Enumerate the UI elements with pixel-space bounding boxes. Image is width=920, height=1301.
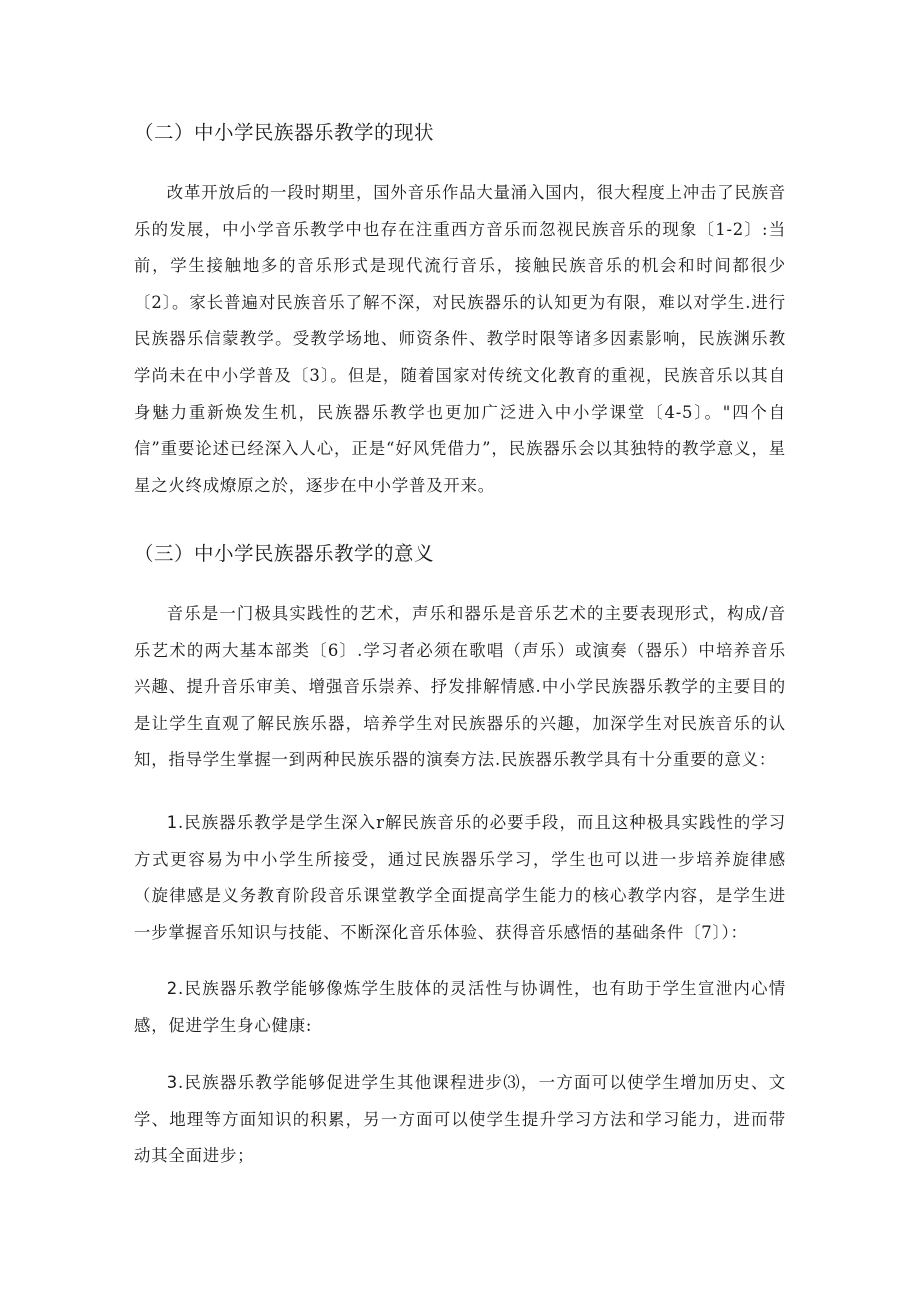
list-item-number: 3 <box>166 1073 179 1092</box>
list-item <box>134 971 786 1044</box>
section-heading-significance: （三）中小学民族器乐教学的意义 <box>134 542 435 565</box>
list-item-number: 1 <box>166 813 179 832</box>
status-paragraph: 改革开放后的一段时期里，国外音乐作品大量涌入国内，很大程度上冲击了民族音乐的发展，中小学音乐教学中也存在注重西方音乐而忽视民族音乐的现象〔1-2〕:当前，学生接触地多的音乐形式是现代流行音乐，接触民族音乐的机会和时间都很少〔2〕。家长普遍对民族音乐了解不深，对民族器乐的认知更为有限，难以对学生.进行民族器乐信蒙教学。受教学场地、师资条件、教学时限等诸多因素影响，民族渊乐教学尚未在中小学普及〔3〕。但是，随着国家对传统文化教育的重视，民族音乐以其自身魅力重新焕发生机，民族器乐教学也更加广泛进入中小学课堂〔4-5〕。"四个自信”重要论述已经深入人心，正是“好风凭借力”，民族器乐会以其独特的教学意义，星星之火终成燎原之於，逐步在中小学普及开来。 <box>134 183 786 495</box>
list-item-text: .民族器乐教学是学生深入r解民族音乐的必要手段，而且这种极具实践性的学习方式更容易为中小学生所接受，通过民族器乐学习，学生也可以进一步培养旋律感（旋律感是义务教育阶段音乐课堂教学全面提高学生能力的核心教学内容，是学生进一步掌握音乐知识与技能、不断深化音乐体验、获得音乐感悟的基础条件〔7〕）： <box>134 813 786 942</box>
significance-paragraph: 音乐是一门极具实践性的艺术，声乐和器乐是音乐艺术的主要表现形式，构成/音乐艺术的两大基本部类〔6〕.学习者必须在歌唱（声乐）或演奏（器乐）中培养音乐兴趣、提升音乐审美、增强音乐崇养、抒发排解情感.中小学民族器乐教学的主要目的是让学生直观了解民族乐器，培养学生对民族器乐的兴趣，加深学生对民族音乐的认知，指导学生掌握一到两种民族乐器的演奏方法.民族器乐教学具有十分重要的意义： <box>134 604 786 770</box>
list-item <box>134 805 786 951</box>
list-item-text: .民族器乐教学能够促进学生其他课程进步⑶，一方面可以使学生增加历史、文学、地理等方面知识的积累，另一方面可以使学生提升学习方法和学习能力，进而带动其全面进步； <box>134 1073 786 1166</box>
list-item <box>134 1065 786 1175</box>
list-item-number: 2. <box>166 979 185 998</box>
list-item-text: 民族器乐教学能够像炼学生肢体的灵活性与协调性，也有助于学生宣泄内心情感，促进学生身心健康: <box>134 979 786 1035</box>
section-heading-status: （二）中小学民族器乐教学的现状 <box>134 121 435 144</box>
